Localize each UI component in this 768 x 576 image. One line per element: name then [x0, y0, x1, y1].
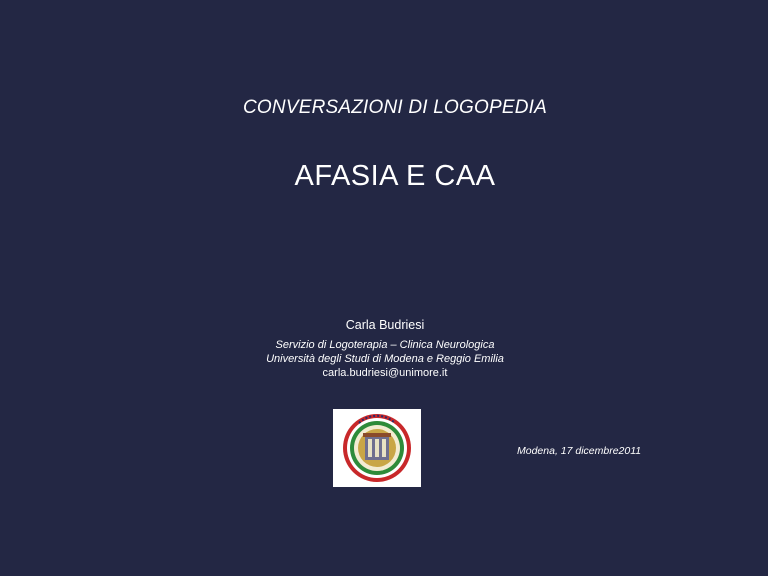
university-seal-icon — [333, 409, 421, 487]
affiliation-line-1: Servizio di Logoterapia – Clinica Neurologica — [275, 339, 495, 351]
author-email: carla.budriesi@unimore.it — [322, 367, 448, 379]
university-logo — [333, 409, 421, 487]
place-and-date: Modena, 17 dicembre2011 — [517, 445, 642, 457]
affiliation-line-2: Università degli Studi di Modena e Reggio Emilia — [266, 353, 504, 365]
slide-title: AFASIA E CAA — [294, 160, 496, 192]
author-name: Carla Budriesi — [345, 318, 425, 332]
slide-subtitle: CONVERSAZIONI DI LOGOPEDIA — [243, 97, 547, 118]
